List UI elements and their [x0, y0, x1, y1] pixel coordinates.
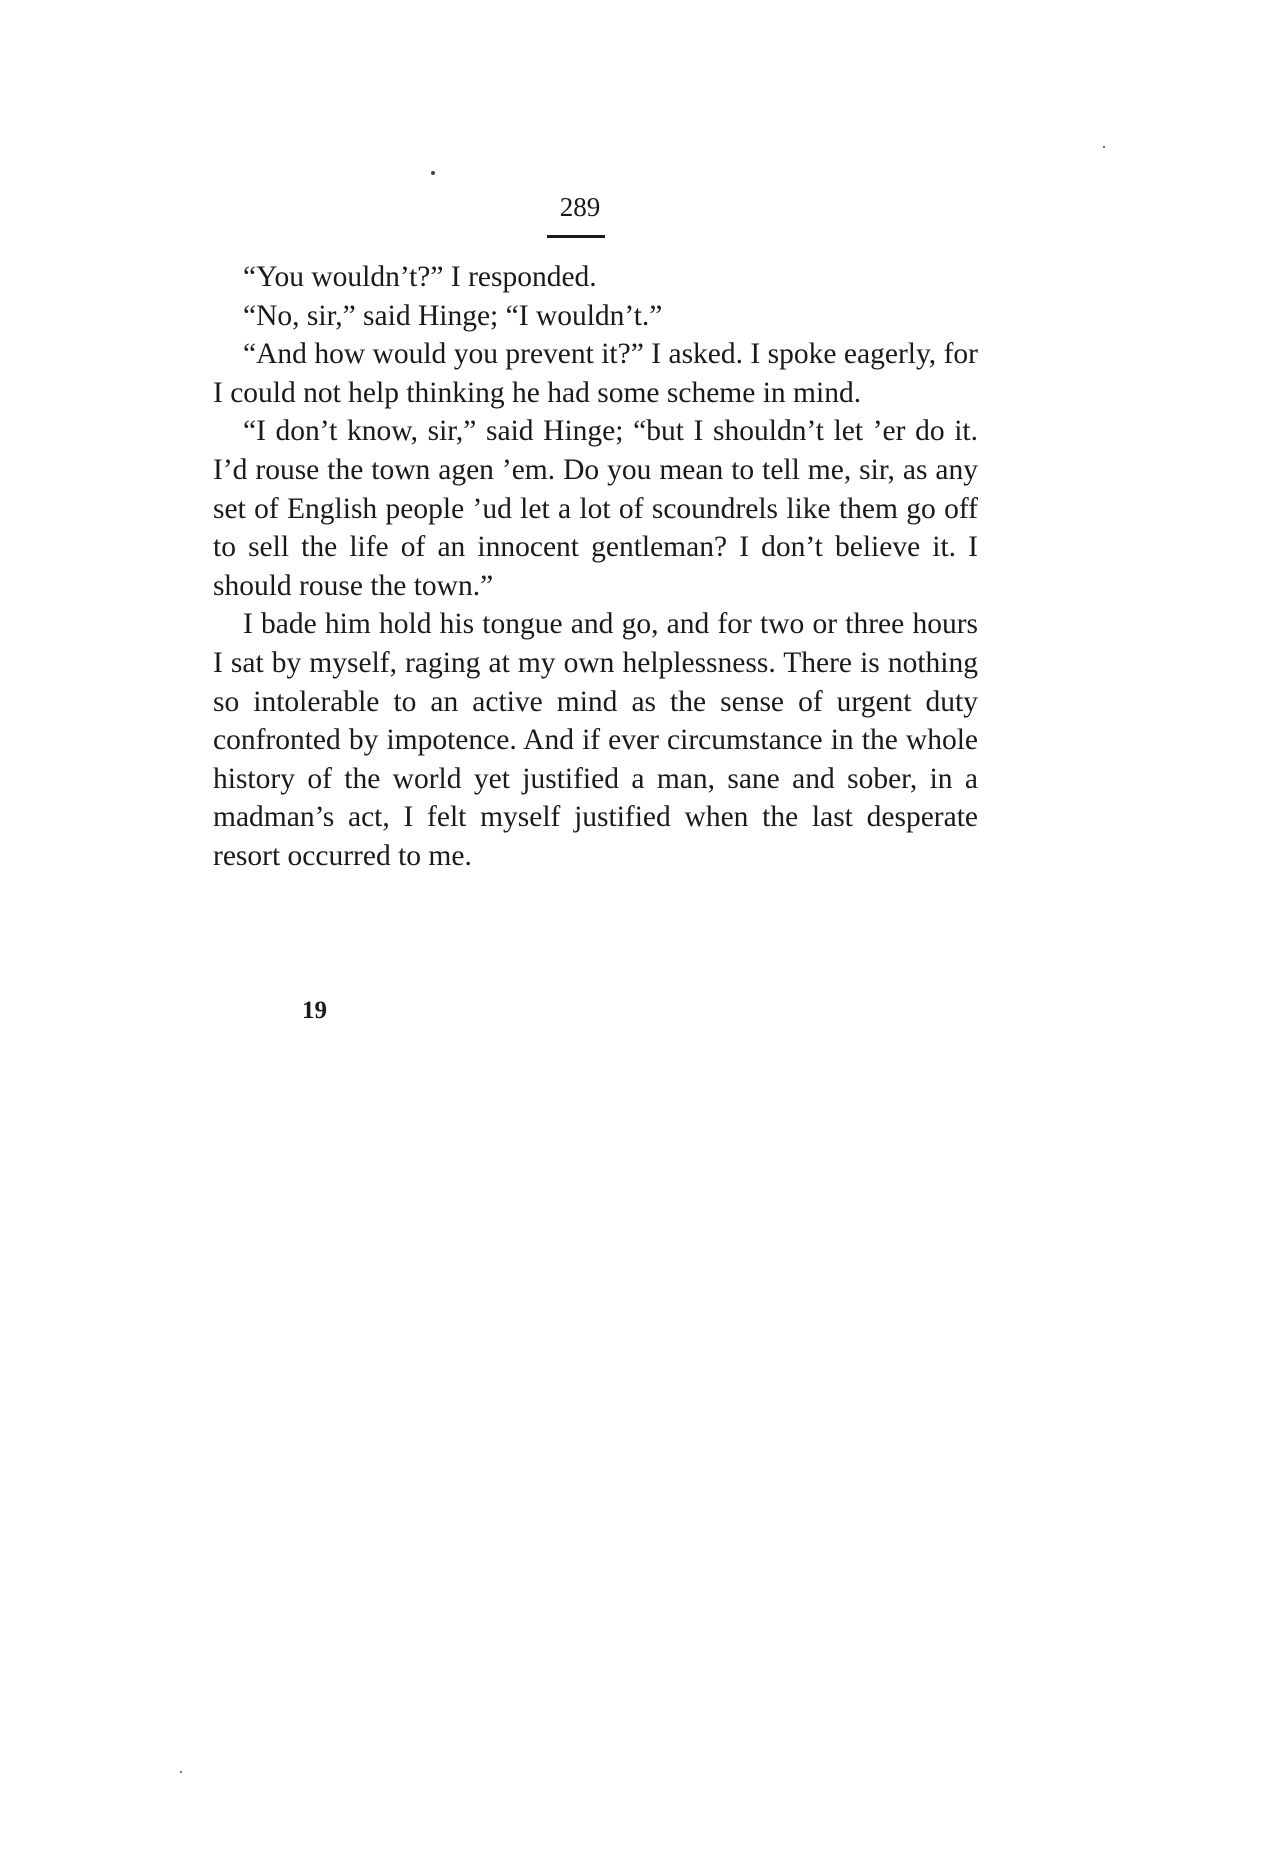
signature-mark: 19 [302, 997, 327, 1024]
paragraph: I bade him hold his tongue and go, and for two or three hours I sat by myself, raging at my own helplessness. There is nothing so intolerable to an active mind as the sense of urgent duty confronted by impotence. And if ever circumstance in the whole history of the world yet justified a man, sane and sober, in a madman’s act, I felt myself justified when the last desperate resort occurred to me. [213, 608, 978, 872]
ink-speck [431, 171, 435, 175]
paragraph: “You wouldn’t?” I responded. [243, 261, 597, 293]
paragraph: “No, sir,” said Hinge; “I wouldn’t.” [243, 299, 663, 332]
ink-speck [1103, 146, 1105, 148]
paragraph: “And how would you prevent it?” I asked. I spoke eagerly, for I could not help thinking he had some scheme in mind. [213, 338, 978, 409]
paragraph: “I don’t know, sir,” said Hinge; “but I shouldn’t let ’er do it. I’d rouse the town agen ’em. Do you mean to tell me, sir, as any set of English people ’ud let a lot of scoundrels like them go off to sell the life of an innocent gentleman? I don’t believe it. I should rouse the town.” [213, 415, 978, 602]
ink-speck [180, 1771, 182, 1773]
body-text [213, 258, 978, 876]
header-rule [547, 235, 605, 238]
page-number: 289 [559, 192, 601, 222]
